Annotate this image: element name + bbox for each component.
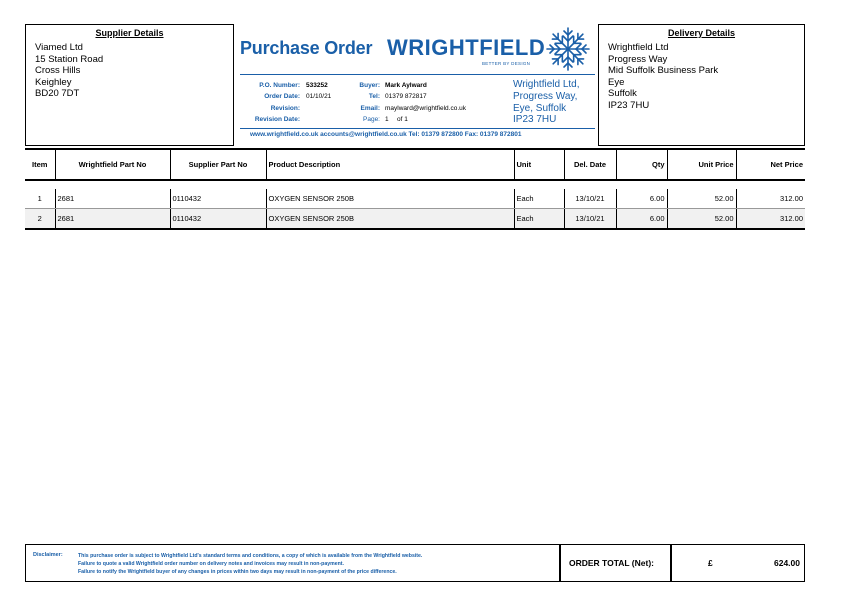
header-divider-top: [240, 74, 595, 75]
table-row: [25, 189, 805, 209]
order-total-label-box: [560, 544, 671, 582]
po-number-value: 533252: [306, 82, 328, 89]
company-address-line: Wrightfield Ltd,: [513, 79, 580, 90]
cell-item: 2: [25, 209, 55, 230]
delivery-address-line: Progress Way: [608, 53, 668, 65]
company-logo-text: WRIGHTFIELD: [387, 35, 546, 60]
delivery-address: [608, 42, 718, 111]
disclaimer-line: Failure to notify the Wrightfield buyer of any changes in prices within two days may result in non-payment of the price difference.: [78, 569, 397, 576]
col-header-supplier-part: Supplier Part No: [170, 149, 266, 180]
snowflake-icon: [542, 25, 594, 78]
order-total-label: ORDER TOTAL (Net):: [569, 558, 654, 568]
delivery-address-line: Eye: [608, 76, 625, 88]
company-address-line: Eye, Suffolk: [513, 102, 567, 114]
delivery-details-title: Delivery Details: [667, 28, 736, 38]
disclaimer-label: Disclaimer:: [33, 552, 63, 558]
company-address: [513, 79, 580, 126]
email-value: maylward@wrightfield.co.uk: [385, 105, 467, 112]
supplier-details-box: [25, 24, 234, 146]
document-title: Purchase Order: [240, 38, 373, 58]
col-header-del-date: Del. Date: [564, 149, 616, 180]
cell-qty: 6.00: [616, 209, 667, 230]
page-label: Page:: [363, 116, 380, 123]
disclaimer-box: [25, 544, 560, 582]
cell-supplier-part: 0110432: [170, 209, 266, 230]
po-number-label: P.O. Number:: [259, 82, 300, 89]
cell-wrightfield-part: 2681: [55, 189, 170, 209]
company-logo-tagline: BETTER BY DESIGN: [482, 61, 531, 66]
company-contact-line: www.wrightfield.co.uk accounts@wrightfield.co.uk Tel: 01379 872800 Fax: 01379 872801: [250, 131, 522, 138]
delivery-address-line: IP23 7HU: [608, 99, 650, 111]
disclaimer-line: Failure to quote a valid Wrightfield order number on delivery notes and invoices may result in non-payment.: [78, 561, 344, 568]
cell-net-price: 312.00: [736, 189, 805, 209]
order-date-value: 01/10/21: [306, 93, 332, 100]
cell-net-price: 312.00: [736, 209, 805, 230]
cell-unit-price: 52.00: [667, 189, 736, 209]
delivery-address-line: Suffolk: [608, 88, 637, 99]
items-table: [25, 148, 805, 230]
buyer-label: Buyer:: [359, 82, 380, 89]
cell-unit: Each: [514, 189, 564, 209]
col-header-description: Product Description: [266, 149, 514, 180]
header-divider-bottom: [240, 128, 595, 129]
table-header-row: [25, 149, 805, 180]
page-number: 1: [385, 116, 389, 123]
col-header-item: Item: [25, 149, 55, 180]
order-total-value-box: [671, 544, 805, 582]
cell-description: OXYGEN SENSOR 250B: [266, 209, 514, 230]
cell-wrightfield-part: 2681: [55, 209, 170, 230]
supplier-address: [35, 42, 103, 100]
email-label: Email:: [360, 105, 380, 112]
col-header-wrightfield-part: Wrightfield Part No: [55, 149, 170, 180]
col-header-qty: Qty: [616, 149, 667, 180]
supplier-address-line: BD20 7DT: [35, 88, 80, 99]
supplier-details-title: Supplier Details: [95, 28, 164, 38]
col-header-unit: Unit: [514, 149, 564, 180]
col-header-unit-price: Unit Price: [667, 149, 736, 180]
supplier-address-line: 15 Station Road: [35, 53, 104, 65]
delivery-address-line: Mid Suffolk Business Park: [608, 65, 719, 76]
cell-item: 1: [25, 189, 55, 209]
company-address-line: IP23 7HU: [513, 114, 557, 126]
supplier-address-line: Cross Hills: [35, 65, 81, 76]
revision-label: Revision:: [270, 105, 300, 112]
cell-del-date: 13/10/21: [564, 189, 616, 209]
cell-description: OXYGEN SENSOR 250B: [266, 189, 514, 209]
cell-del-date: 13/10/21: [564, 209, 616, 230]
tel-value: 01379 872817: [385, 93, 427, 100]
cell-unit: Each: [514, 209, 564, 230]
company-address-line: Progress Way,: [513, 90, 578, 102]
tel-label: Tel:: [368, 93, 380, 100]
col-header-net-price: Net Price: [736, 149, 805, 180]
order-total-amount: 624.00: [774, 558, 800, 568]
currency-symbol: £: [708, 558, 713, 568]
revision-date-label: Revision Date:: [254, 116, 300, 123]
cell-supplier-part: 0110432: [170, 189, 266, 209]
delivery-details-box: [598, 24, 805, 146]
delivery-address-line: Wrightfield Ltd: [608, 42, 669, 53]
disclaimer-line: This purchase order is subject to Wrightfield Ltd's standard terms and conditions, a copy of which is available from the Wrightfield website.: [78, 553, 423, 559]
order-date-label: Order Date:: [264, 93, 300, 100]
cell-unit-price: 52.00: [667, 209, 736, 230]
supplier-address-line: Keighley: [35, 76, 72, 88]
disclaimer-text: [78, 552, 422, 577]
buyer-value: Mark Aylward: [385, 82, 427, 89]
table-row: [25, 209, 805, 230]
supplier-address-line: Viamed Ltd: [35, 42, 83, 53]
cell-qty: 6.00: [616, 189, 667, 209]
page-of: of 1: [397, 116, 408, 123]
